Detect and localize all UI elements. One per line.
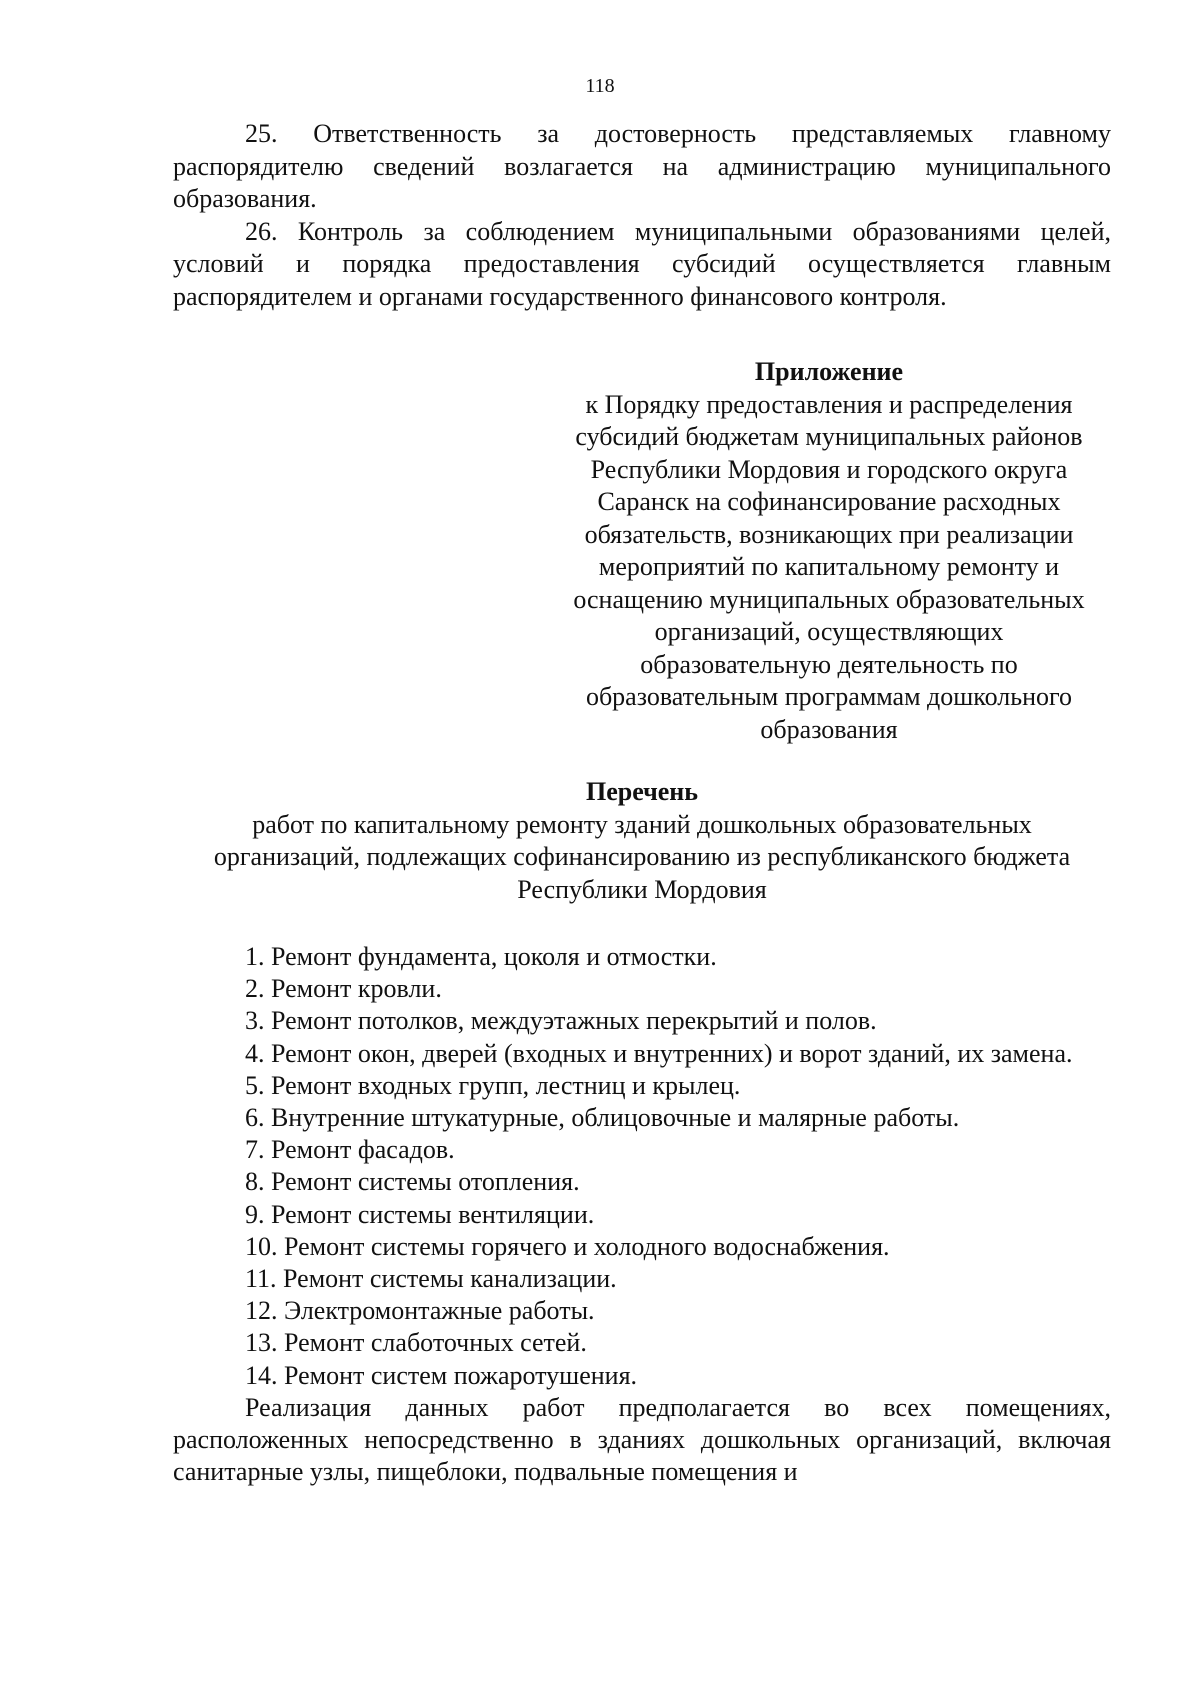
list-item: 1. Ремонт фундамента, цоколя и отмостки.	[245, 942, 717, 971]
appendix-line: к Порядку предоставления и распределения	[585, 389, 1073, 419]
list-item: 7. Ремонт фасадов.	[245, 1135, 455, 1165]
list-item: 3. Ремонт потолков, междуэтажных перекрытий и полов.	[245, 1006, 877, 1036]
list-title: Перечень	[585, 777, 699, 806]
appendix-block	[548, 356, 1110, 746]
appendix-line: Саранск на софинансирование расходных	[597, 487, 1061, 516]
list-item: 12. Электромонтажные работы.	[245, 1296, 595, 1326]
list-heading	[173, 776, 1111, 906]
list-item: 5. Ремонт входных групп, лестниц и крылец.	[245, 1070, 741, 1100]
closing-paragraph: Реализация данных работ предполагается во всех помещениях, расположенных непосредственно в зданиях дошкольных организаций, включая санитарные узлы, пищеблоки, подвальные помещения и	[173, 1392, 1111, 1487]
list-subtitle-line: организаций, подлежащих софинансированию из республиканского бюджета	[213, 842, 1071, 871]
appendix-line: образовательным программам дошкольного	[585, 682, 1073, 711]
appendix-line: образовательную деятельность по	[640, 649, 1018, 679]
appendix-line: субсидий бюджетам муниципальных районов	[575, 422, 1083, 451]
list-subtitle-line: работ по капитальному ремонту зданий дошкольных образовательных	[252, 809, 1032, 839]
appendix-line: обязательств, возникающих при реализации	[584, 519, 1074, 549]
list-item: 2. Ремонт кровли.	[245, 974, 442, 1004]
list-item: 13. Ремонт слаботочных сетей.	[245, 1328, 587, 1358]
appendix-line: организаций, осуществляющих	[654, 617, 1004, 646]
paragraph-26: 26. Контроль за соблюдением муниципальными образованиями целей, условий и порядка предоставления субсидий осуществляется главным распорядителем и органами государственного финансового контроля.	[173, 216, 1111, 311]
page-number: 118	[585, 75, 615, 97]
list-item: 9. Ремонт системы вентиляции.	[245, 1199, 595, 1229]
list-item: 8. Ремонт системы отопления.	[245, 1167, 580, 1197]
list-item: 14. Ремонт систем пожаротушения.	[245, 1360, 638, 1390]
list-subtitle-line: Республики Мордовия	[517, 874, 767, 904]
list-item: 10. Ремонт системы горячего и холодного водоснабжения.	[245, 1231, 890, 1261]
appendix-line: мероприятий по капитальному ремонту и	[598, 552, 1060, 581]
appendix-line: образования	[760, 714, 898, 744]
list-item: 4. Ремонт окон, дверей (входных и внутренних) и ворот зданий, их замена.	[245, 1038, 1073, 1068]
list-item: 6. Внутренние штукатурные, облицовочные и малярные работы.	[245, 1103, 960, 1133]
list-item: 11. Ремонт системы канализации.	[245, 1264, 617, 1294]
intro-section	[173, 118, 1111, 313]
appendix-line: Республики Мордовия и городского округа	[590, 454, 1068, 484]
works-list	[173, 941, 1111, 1488]
appendix-line: оснащению муниципальных образовательных	[573, 584, 1085, 614]
appendix-title: Приложение	[754, 357, 904, 386]
paragraph-25: 25. Ответственность за достоверность представляемых главному распорядителю сведений возлагается на администрацию муниципального образования.	[173, 119, 1111, 213]
